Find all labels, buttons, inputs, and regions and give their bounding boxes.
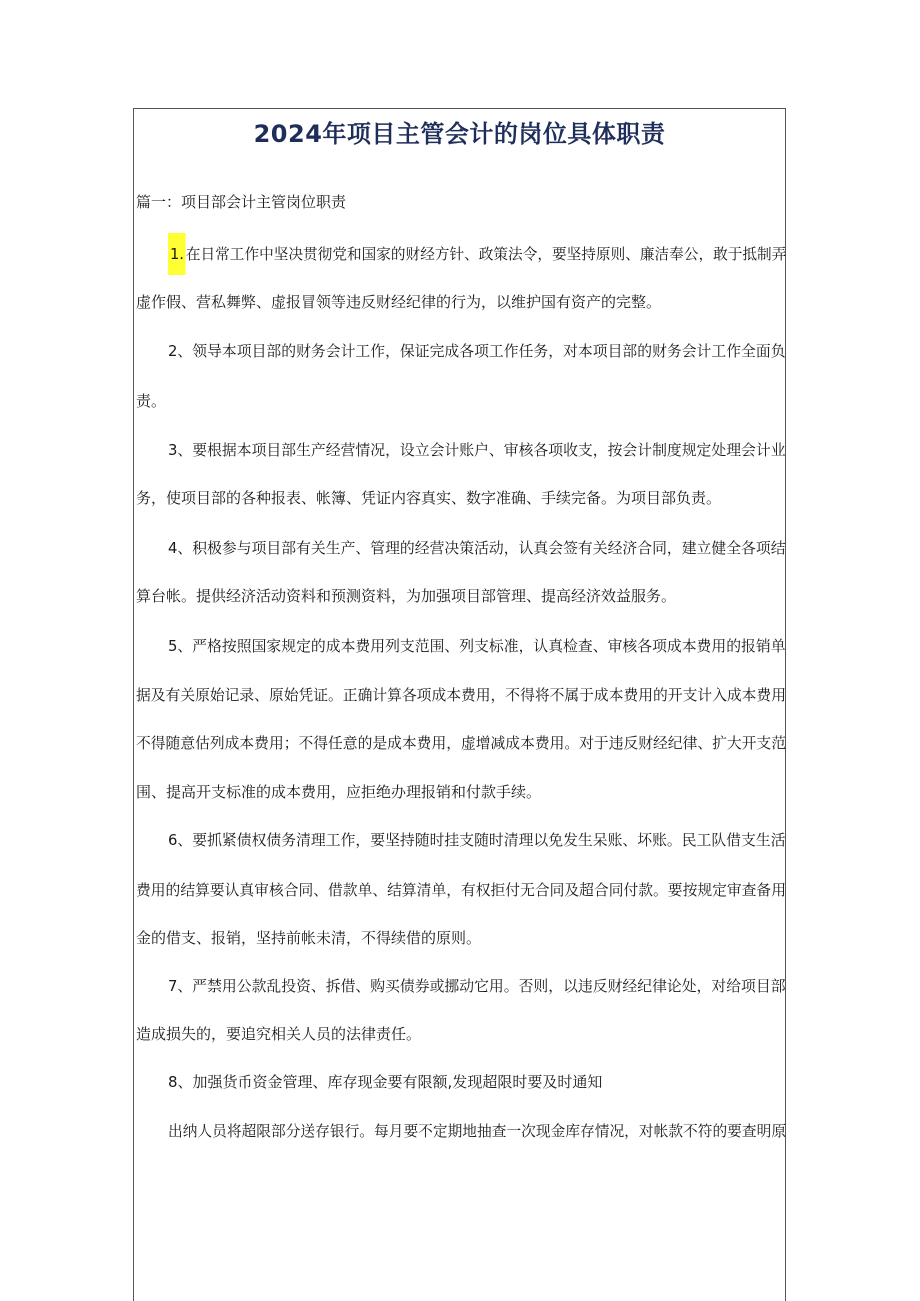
paragraph-line: 出纳人员将超限部分送存银行。每月要不定期地抽查一次现金库存情况，对帐款不符的要查明原: [168, 1122, 787, 1140]
paragraph-line: 7、严禁用公款乱投资、拆借、购买债券或挪动它用。否则，以违反财经纪律论处，对给项目部: [168, 977, 786, 995]
paragraph-line: 虚作假、营私舞弊、虚报冒领等违反财经纪律的行为，以维护国有资产的完整。: [136, 293, 662, 311]
paragraph-line: [168, 242, 786, 266]
paragraph-line: 算台帐。提供经济活动资料和预测资料，为加强项目部管理、提高经济效益服务。: [136, 587, 677, 605]
paragraph-text: 在日常工作中坚决贯彻党和国家的财经方针、政策法令，要坚持原则、廉洁奉公，敢于抵制弄: [185, 245, 787, 263]
paragraph-line: 造成损失的，要追究相关人员的法律责任。: [136, 1025, 422, 1043]
highlighted-item-number: 1.: [168, 233, 186, 275]
paragraph-line: 4、积极参与项目部有关生产、管理的经营决策活动，认真会签有关经济合同，建立健全各项结: [168, 539, 786, 557]
paragraph-line: 围、提高开支标准的成本费用，应拒绝办理报销和付款手续。: [136, 783, 542, 801]
paragraph-line: 3、要根据本项目部生产经营情况，设立会计账户、审核各项收支，按会计制度规定处理会计业: [168, 441, 786, 459]
paragraph-line: 2、领导本项目部的财务会计工作，保证完成各项工作任务，对本项目部的财务会计工作全面负: [168, 342, 786, 360]
paragraph-line: 不得随意估列成本费用；不得任意的是成本费用，虚增减成本费用。对于违反财经纪律、扩大开支范: [136, 734, 786, 752]
section-heading: 篇一：项目部会计主管岗位职责: [136, 193, 347, 211]
paragraph-line: 费用的结算要认真审核合同、借款单、结算清单，有权拒付无合同及超合同付款。要按规定审查备用: [136, 881, 786, 899]
document-title: 2024年项目主管会计的岗位具体职责: [253, 120, 666, 148]
paragraph-line: 5、严格按照国家规定的成本费用列支范围、列支标准，认真检查、审核各项成本费用的报销单: [168, 637, 786, 655]
paragraph-line: 8、加强货币资金管理、库存现金要有限额,发现超限时要及时通知: [168, 1073, 603, 1091]
paragraph-line: 6、要抓紧债权债务清理工作，要坚持随时挂支随时清理以免发生呆账、坏账。民工队借支生活: [168, 831, 786, 849]
paragraph-line: 金的借支、报销，坚持前帐未清，不得续借的原则。: [136, 929, 482, 947]
paragraph-line: 据及有关原始记录、原始凭证。正确计算各项成本费用，不得将不属于成本费用的开支计入成本费用: [136, 686, 786, 704]
paragraph-line: 务，使项目部的各种报表、帐簿、凭证内容真实、数字准确、手续完备。为项目部负责。: [136, 489, 722, 507]
paragraph-line: 责。: [136, 392, 167, 410]
